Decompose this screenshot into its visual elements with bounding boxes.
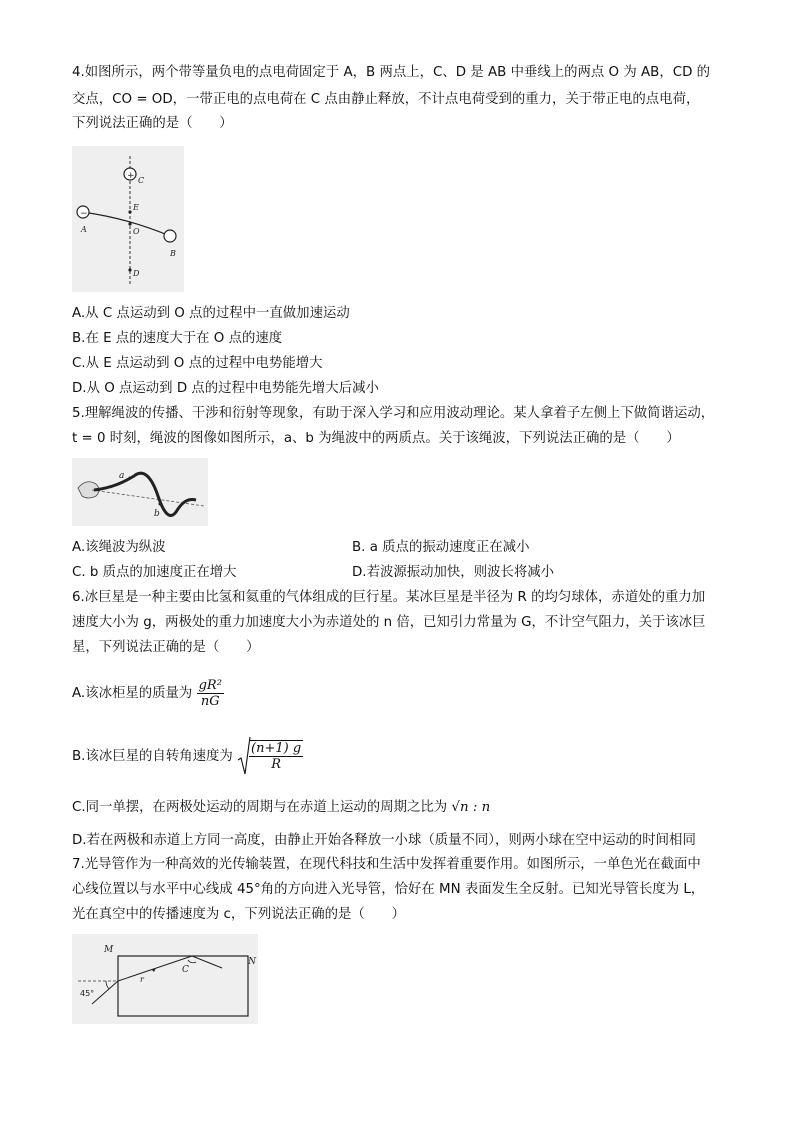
q4-fig-label-c: C (138, 176, 145, 185)
q5-stem-line2: t = 0 时刻，绳波的图像如图所示，a、b 为绳波中的两质点。关于该绳波，下列说法正确的是（ ） (72, 431, 680, 446)
q6-option-b-numerator: (n+1) g (251, 740, 302, 756)
q6-option-a-denominator: nG (200, 693, 220, 709)
q6-option-c (72, 798, 490, 818)
q6-option-a (72, 672, 224, 716)
q5-option-d: D.若波源振动加快，则波长将减小 (352, 565, 555, 580)
q7-fig-label-c: C (182, 965, 189, 975)
q6-option-b (72, 734, 303, 779)
q6-option-b-denominator: R (271, 756, 281, 772)
q7-fig-label-n: N (248, 957, 256, 967)
q6-stem-line3: 星，下列说法正确的是（ ） (72, 640, 260, 655)
q5-figure-rope-wave (72, 458, 208, 526)
q4-fig-label-e: E (133, 203, 139, 212)
q7-fig-label-m: M (104, 945, 114, 955)
q5-option-b: B. a 质点的振动速度正在减小 (352, 540, 530, 555)
q6-option-b-text: B.该冰巨星的自转角速度为 (72, 749, 233, 764)
q6-option-a-text: A.该冰柜星的质量为 (72, 686, 193, 701)
q4-fig-label-b: B (170, 249, 176, 258)
q4-figure-charges (72, 146, 184, 292)
q6-stem-line2: 速度大小为 g，两极处的重力加速度大小为赤道处的 n 倍，已知引力常量为 G，不计空气阻力，关于该冰巨 (72, 615, 706, 630)
q5-stem-line1: 5.理解绳波的传播、干涉和衍射等现象，有助于深入学习和应用波动理论。某人拿着子左侧上下做简谐运动， (72, 406, 715, 421)
q4-stem-line3: 下列说法正确的是（ ） (72, 116, 233, 131)
q7-fig-label-angle: 45° (80, 989, 95, 998)
q6-option-a-numerator: gR² (198, 677, 222, 693)
q4-fig-label-a: A (81, 225, 87, 234)
q4-fig-minus: − (80, 209, 88, 219)
q6-stem-line1: 6.冰巨星是一种主要由比氢和氦重的气体组成的巨行星。某冰巨星是半径为 R 的均匀球体，赤道处的重力加 (72, 590, 706, 605)
q6-option-d: D.若在两极和赤道上方同一高度，由静止开始各释放一小球（质量不同），则两小球在空中运动的时间相同 (72, 833, 696, 848)
q4-option-c: C.从 E 点运动到 O 点的过程中电势能增大 (72, 356, 323, 371)
q6-option-b-fraction (249, 740, 303, 772)
q7-stem-line3: 光在真空中的传播速度为 c，下列说法正确的是（ ） (72, 907, 405, 922)
q4-option-a: A.从 C 点运动到 O 点的过程中一直做加速运动 (72, 306, 350, 321)
q4-option-b: B.在 E 点的速度大于在 O 点的速度 (72, 331, 283, 346)
q6-option-c-expression: √n : n (451, 800, 491, 815)
q4-option-d: D.从 O 点运动到 D 点的过程中电势能先增大后减小 (72, 381, 379, 396)
q6-option-c-text: C.同一单摆，在两极处运动的周期与在赤道上运动的周期之比为 (72, 800, 448, 815)
q5-fig-label-b: b (154, 509, 160, 519)
q7-fig-label-r: r (140, 975, 144, 984)
q6-option-b-sqrt (237, 734, 303, 778)
q5-option-c: C. b 质点的加速度正在增大 (72, 565, 237, 580)
q4-stem-line2: 交点，CO = OD，一带正电的点电荷在 C 点由静止释放，不计点电荷受到的重力，关于带正电的点电荷， (72, 92, 700, 107)
q7-figure-light-guide (72, 934, 258, 1024)
q4-fig-plus: + (127, 171, 135, 181)
q4-fig-label-d: D (133, 269, 140, 278)
q5-option-a: A.该绳波为纵波 (72, 540, 166, 555)
q4-stem-line1: 4.如图所示，两个带等量负电的点电荷固定于 A，B 两点上，C、D 是 AB 中垂线上的两点 O 为 AB，CD 的 (72, 65, 711, 80)
q7-stem-line1: 7.光导管作为一种高效的光传输装置，在现代科技和生活中发挥着重要作用。如图所示，一单色光在截面中 (72, 857, 701, 872)
q7-stem-line2: 心线位置以与水平中心线成 45°角的方向进入光导管，恰好在 MN 表面发生全反射。已知光导管长度为 L， (72, 882, 705, 897)
q5-fig-label-a: a (119, 471, 125, 481)
q6-option-a-fraction (197, 678, 224, 709)
q4-fig-label-o: O (133, 227, 140, 236)
